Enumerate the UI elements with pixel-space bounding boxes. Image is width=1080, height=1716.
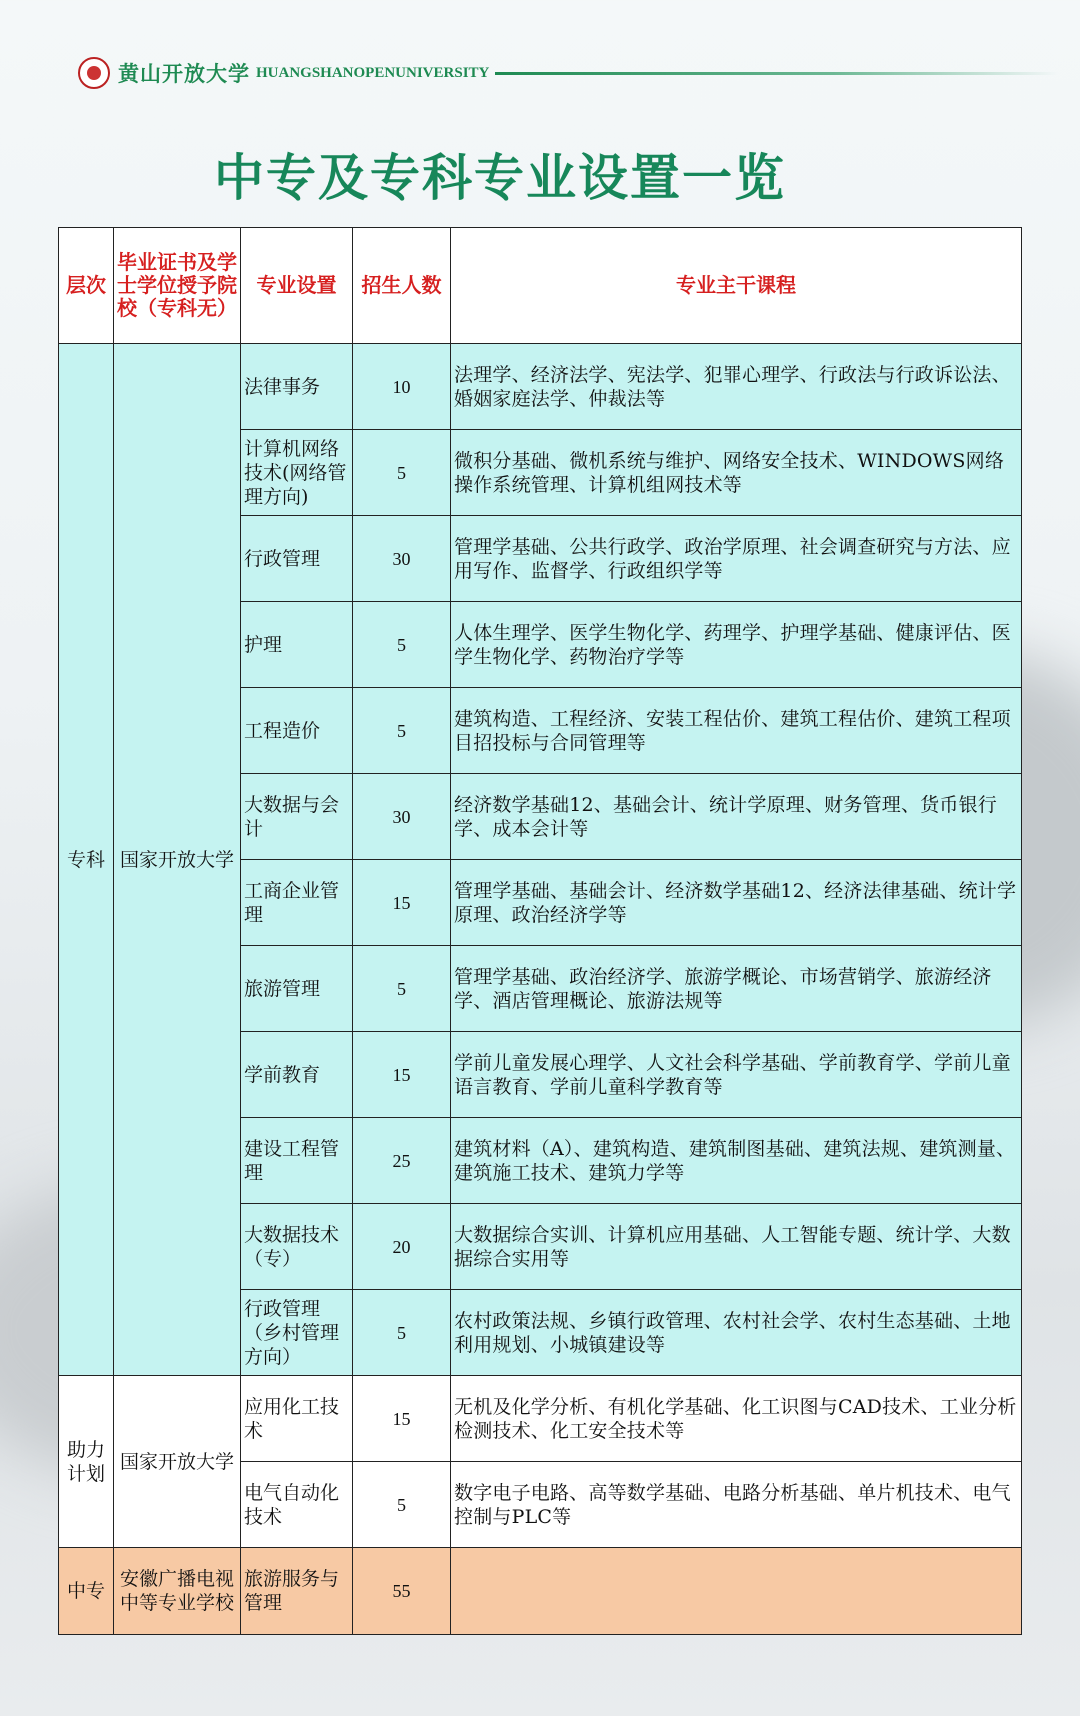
courses-cell: 农村政策法规、乡镇行政管理、农村社会学、农村生态基础、土地利用规划、小城镇建设等 <box>451 1290 1022 1376</box>
school-cell: 国家开放大学 <box>114 344 241 1376</box>
university-name-cn: 黄山开放大学 <box>118 61 250 86</box>
courses-cell: 大数据综合实训、计算机应用基础、人工智能专题、统计学、大数据综合实用等 <box>451 1204 1022 1290</box>
courses-cell: 数字电子电路、高等数学基础、电路分析基础、单片机技术、电气控制与PLC等 <box>451 1462 1022 1548</box>
major-table <box>58 227 1022 1635</box>
courses-cell: 建筑构造、工程经济、安装工程估价、建筑工程估价、建筑工程项目招投标与合同管理等 <box>451 688 1022 774</box>
page-header <box>78 56 1058 90</box>
university-name-en: HUANGSHANOPENUNIVERSITY <box>256 64 490 81</box>
count-cell: 5 <box>353 688 451 774</box>
count-cell: 15 <box>353 1376 451 1462</box>
count-cell: 25 <box>353 1118 451 1204</box>
courses-cell: 微积分基础、微机系统与维护、网络安全技术、WINDOWS网络操作系统管理、计算机组网技术等 <box>451 430 1022 516</box>
major-cell: 旅游管理 <box>241 946 353 1032</box>
major-cell: 大数据与会计 <box>241 774 353 860</box>
page-title: 中专及专科专业设置一览 <box>214 149 786 207</box>
table-row <box>59 344 1022 430</box>
courses-cell: 管理学基础、基础会计、经济数学基础12、经济法律基础、统计学原理、政治经济学等 <box>451 860 1022 946</box>
major-cell: 计算机网络技术(网络管理方向) <box>241 430 353 516</box>
courses-cell: 经济数学基础12、基础会计、统计学原理、财务管理、货币银行学、成本会计等 <box>451 774 1022 860</box>
school-cell: 安徽广播电视中等专业学校 <box>114 1548 241 1635</box>
major-cell: 大数据技术（专） <box>241 1204 353 1290</box>
count-cell: 55 <box>353 1548 451 1635</box>
major-cell: 电气自动化技术 <box>241 1462 353 1548</box>
courses-cell <box>451 1548 1022 1635</box>
table-row <box>59 1548 1022 1635</box>
header-major: 专业设置 <box>241 228 353 344</box>
count-cell: 15 <box>353 860 451 946</box>
courses-cell: 建筑材料（A）、建筑构造、建筑制图基础、建筑法规、建筑测量、建筑施工技术、建筑力学等 <box>451 1118 1022 1204</box>
courses-cell: 法理学、经济法学、宪法学、犯罪心理学、行政法与行政诉讼法、婚姻家庭法学、仲裁法等 <box>451 344 1022 430</box>
table-header-row <box>59 228 1022 344</box>
major-cell: 工商企业管理 <box>241 860 353 946</box>
level-cell: 专科 <box>59 344 114 1376</box>
major-cell: 工程造价 <box>241 688 353 774</box>
table-row <box>59 1376 1022 1462</box>
courses-cell: 学前儿童发展心理学、人文社会科学基础、学前教育学、学前儿童语言教育、学前儿童科学教育等 <box>451 1032 1022 1118</box>
major-cell: 行政管理 <box>241 516 353 602</box>
major-cell: 旅游服务与管理 <box>241 1548 353 1635</box>
count-cell: 5 <box>353 946 451 1032</box>
courses-cell: 管理学基础、政治经济学、旅游学概论、市场营销学、旅游经济学、酒店管理概论、旅游法规等 <box>451 946 1022 1032</box>
count-cell: 5 <box>353 1290 451 1376</box>
major-cell: 护理 <box>241 602 353 688</box>
count-cell: 30 <box>353 774 451 860</box>
level-cell: 助力计划 <box>59 1376 114 1548</box>
header-level: 层次 <box>59 228 114 344</box>
count-cell: 5 <box>353 602 451 688</box>
count-cell: 30 <box>353 516 451 602</box>
major-cell: 建设工程管理 <box>241 1118 353 1204</box>
school-cell: 国家开放大学 <box>114 1376 241 1548</box>
count-cell: 15 <box>353 1032 451 1118</box>
count-cell: 5 <box>353 430 451 516</box>
header-divider <box>495 72 1058 75</box>
header-school: 毕业证书及学士学位授予院校（专科无） <box>114 228 241 344</box>
header-courses: 专业主干课程 <box>451 228 1022 344</box>
courses-cell: 人体生理学、医学生物化学、药理学、护理学基础、健康评估、医学生物化学、药物治疗学等 <box>451 602 1022 688</box>
courses-cell: 管理学基础、公共行政学、政治学原理、社会调查研究与方法、应用写作、监督学、行政组织学等 <box>451 516 1022 602</box>
count-cell: 20 <box>353 1204 451 1290</box>
major-cell: 学前教育 <box>241 1032 353 1118</box>
major-cell: 行政管理（乡村管理方向） <box>241 1290 353 1376</box>
header-count: 招生人数 <box>353 228 451 344</box>
count-cell: 10 <box>353 344 451 430</box>
major-cell: 应用化工技术 <box>241 1376 353 1462</box>
count-cell: 5 <box>353 1462 451 1548</box>
university-logo-icon <box>78 57 110 89</box>
table-body <box>59 344 1022 1635</box>
courses-cell: 无机及化学分析、有机化学基础、化工识图与CAD技术、工业分析检测技术、化工安全技术等 <box>451 1376 1022 1462</box>
major-cell: 法律事务 <box>241 344 353 430</box>
level-cell: 中专 <box>59 1548 114 1635</box>
